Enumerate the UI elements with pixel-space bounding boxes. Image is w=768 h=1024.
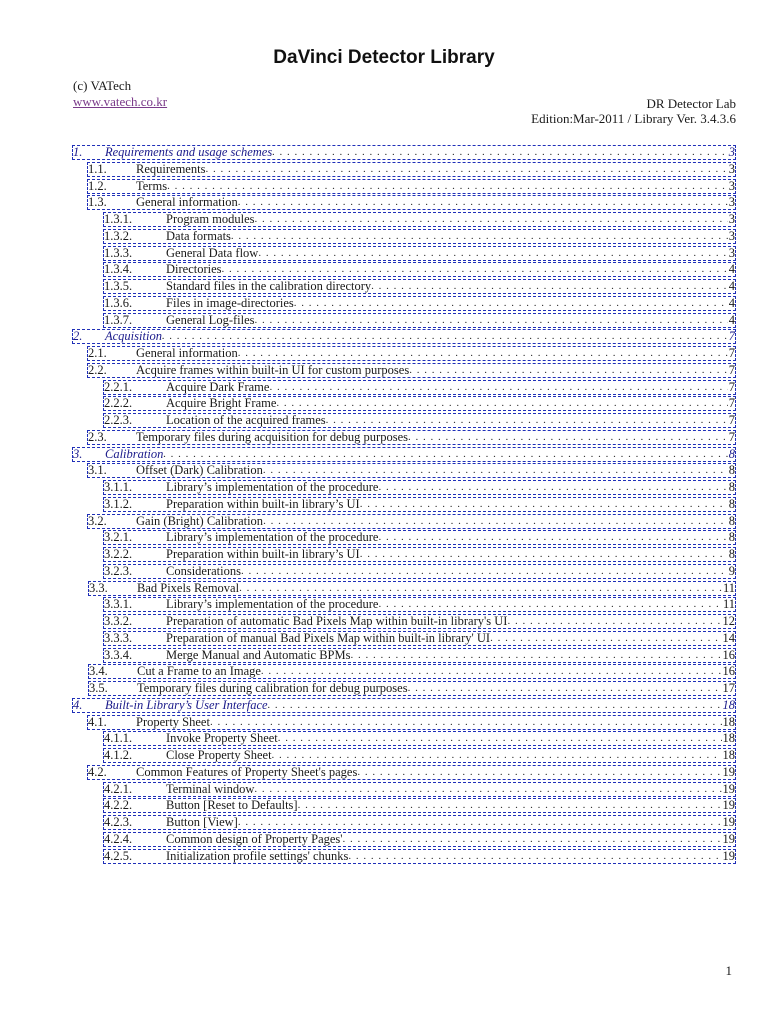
toc-leader-dots: [269, 381, 727, 394]
toc-entry[interactable]: [103, 413, 736, 428]
toc-entry[interactable]: [103, 497, 736, 512]
toc-entry-number: 3.4.: [89, 664, 108, 678]
toc-leader-dots: [409, 364, 728, 377]
toc-entry[interactable]: [87, 179, 736, 194]
toc-entry-page: 19: [722, 798, 735, 812]
toc-leader-dots: [268, 699, 722, 712]
toc-entry-page: 18: [722, 698, 735, 712]
toc-entry-page: 7: [728, 430, 735, 444]
toc-entry-label: General Data flow: [166, 246, 259, 260]
toc-entry-page: 19: [722, 849, 735, 863]
toc-entry-label: Considerations: [166, 564, 241, 578]
toc-entry-page: 4: [728, 262, 735, 276]
toc-entry-label: Preparation of manual Bad Pixels Map within built-in library' UI: [166, 631, 491, 645]
toc-entry-label: Preparation within built-in library’s UI: [166, 547, 360, 561]
toc-entry-label: General Log-files: [166, 313, 255, 327]
toc-entry-label: Acquire Bright Frame: [166, 396, 277, 410]
toc-entry-page: 4: [728, 296, 735, 310]
toc-entry-number: 4.1.2.: [104, 748, 133, 762]
toc-leader-dots: [408, 682, 722, 695]
toc-entry-page: 3: [728, 162, 735, 176]
toc-entry[interactable]: [103, 547, 736, 562]
toc-entry[interactable]: [103, 279, 736, 294]
toc-entry-number: 1.2.: [88, 179, 107, 193]
toc-entry[interactable]: [103, 564, 736, 579]
toc-entry[interactable]: [103, 480, 736, 495]
toc-entry[interactable]: [103, 296, 736, 311]
toc-entry-number: 3.1.1.: [104, 480, 133, 494]
toc-entry-number: 4.2.1.: [104, 782, 133, 796]
toc-entry[interactable]: [87, 363, 736, 378]
toc-entry-page: 18: [722, 715, 735, 729]
toc-entry[interactable]: [103, 530, 736, 545]
toc-entry[interactable]: [72, 698, 736, 713]
toc-entry[interactable]: [87, 514, 736, 529]
toc-leader-dots: [205, 163, 727, 176]
toc-entry-number: 4.2.5.: [104, 849, 133, 863]
toc-entry[interactable]: [72, 329, 736, 344]
toc-entry-number: 1.1.: [88, 162, 107, 176]
toc-entry[interactable]: [103, 246, 736, 261]
toc-entry-number: 1.3.4.: [104, 262, 133, 276]
toc-entry[interactable]: [87, 346, 736, 361]
toc-entry-number: 2.2.2.: [104, 396, 133, 410]
toc-entry[interactable]: [88, 664, 736, 679]
toc-entry-label: Requirements and usage schemes: [105, 145, 273, 159]
toc-entry-label: Common Features of Property Sheet's pages: [136, 765, 358, 779]
toc-entry-number: 4.2.4.: [104, 832, 133, 846]
toc-entry-label: General information: [136, 346, 238, 360]
toc-entry[interactable]: [103, 229, 736, 244]
toc-leader-dots: [378, 598, 722, 611]
toc-entry-number: 4.1.: [88, 715, 107, 729]
toc-leader-dots: [163, 448, 727, 461]
toc-leader-dots: [378, 531, 727, 544]
toc-leader-dots: [255, 314, 728, 327]
toc-entry[interactable]: [103, 832, 736, 847]
toc-entry-label: Library’s implementation of the procedure: [166, 480, 379, 494]
toc-leader-dots: [272, 146, 728, 159]
toc-entry-label: Cut a Frame to an Image: [137, 664, 261, 678]
toc-entry[interactable]: [103, 262, 736, 277]
toc-entry-page: 8: [728, 463, 735, 477]
toc-leader-dots: [326, 414, 728, 427]
toc-entry[interactable]: [87, 162, 736, 177]
toc-leader-dots: [239, 582, 722, 595]
toc-leader-dots: [238, 347, 728, 360]
toc-entry-number: 2.1.: [88, 346, 107, 360]
toc-entry-number: 3.3.3.: [104, 631, 133, 645]
toc-entry-page: 17: [722, 681, 735, 695]
toc-entry-label: Bad Pixels Removal: [137, 581, 240, 595]
toc-leader-dots: [294, 297, 728, 310]
toc-leader-dots: [238, 816, 722, 829]
toc-entry[interactable]: [103, 782, 736, 797]
toc-entry-label: Acquire Dark Frame: [166, 380, 270, 394]
toc-entry-page: 7: [728, 380, 735, 394]
toc-leader-dots: [360, 498, 728, 511]
lab-name: DR Detector Lab: [646, 96, 736, 111]
toc-entry-label: Library’s implementation of the procedure: [166, 597, 379, 611]
toc-entry-page: 3: [728, 229, 735, 243]
toc-entry-label: Data formats: [166, 229, 231, 243]
copyright-text: (c) VATech: [73, 78, 132, 93]
toc-entry-number: 3.2.3.: [104, 564, 133, 578]
toc-leader-dots: [261, 665, 722, 678]
toc-entry-number: 4.2.: [88, 765, 107, 779]
toc-entry-label: Location of the acquired frames: [166, 413, 326, 427]
toc-leader-dots: [378, 481, 727, 494]
toc-leader-dots: [272, 749, 722, 762]
toc-entry-page: 8: [728, 447, 735, 461]
toc-entry-page: 8: [728, 480, 735, 494]
toc-leader-dots: [167, 180, 728, 193]
toc-leader-dots: [276, 397, 727, 410]
toc-entry-number: 1.3.2.: [104, 229, 133, 243]
toc-entry-number: 4.: [73, 698, 83, 712]
toc-entry-number: 3.1.2.: [104, 497, 133, 511]
toc-entry-label: Preparation within built-in library’s UI: [166, 497, 360, 511]
toc-entry-label: Directories: [166, 262, 222, 276]
toc-entry-label: Library’s implementation of the procedure: [166, 530, 379, 544]
toc-entry-number: 4.2.3.: [104, 815, 133, 829]
toc-entry-page: 11: [722, 597, 735, 611]
toc-entry-number: 3.5.: [89, 681, 108, 695]
toc-entry[interactable]: [88, 681, 736, 696]
toc-leader-dots: [360, 548, 728, 561]
toc-entry-page: 19: [722, 815, 735, 829]
toc-leader-dots: [357, 766, 721, 779]
toc-entry[interactable]: [103, 648, 736, 663]
toc-entry-number: 3.2.1.: [104, 530, 133, 544]
toc-entry-number: 1.3.6.: [104, 296, 133, 310]
toc-entry-label: Initialization profile settings' chunks: [166, 849, 349, 863]
toc-entry-page: 7: [728, 346, 735, 360]
toc-entry-page: 8: [728, 547, 735, 561]
toc-entry[interactable]: [103, 849, 736, 864]
toc-entry-page: 3: [728, 145, 735, 159]
toc-leader-dots: [278, 732, 722, 745]
toc-entry-page: 4: [728, 279, 735, 293]
toc-leader-dots: [298, 799, 722, 812]
toc-entry-label: Calibration: [105, 447, 164, 461]
toc-entry-page: 7: [728, 413, 735, 427]
toc-leader-dots: [210, 716, 722, 729]
toc-entry-label: Button [Reset to Defaults]: [166, 798, 298, 812]
toc-entry[interactable]: [87, 463, 736, 478]
toc-entry[interactable]: [87, 765, 736, 780]
toc-leader-dots: [162, 330, 728, 343]
toc-entry-label: Offset (Dark) Calibration: [136, 463, 263, 477]
toc-entry[interactable]: [72, 145, 736, 160]
page-number: 1: [725, 963, 732, 978]
toc-entry-label: Terms: [136, 179, 168, 193]
toc-entry-number: 2.3.: [88, 430, 107, 444]
toc-entry-number: 1.3.: [88, 195, 107, 209]
toc-entry-number: 3.2.: [88, 514, 107, 528]
toc-entry-label: Invoke Property Sheet: [166, 731, 278, 745]
toc-entry-number: 3.3.4.: [104, 648, 133, 662]
toc-entry-label: Common design of Property Pages': [166, 832, 343, 846]
toc-entry-label: Standard files in the calibration directory: [166, 279, 372, 293]
toc-entry-number: 1.3.1.: [104, 212, 133, 226]
toc-leader-dots: [241, 565, 728, 578]
edition-info: Edition:Mar-2011 / Library Ver. 3.4.3.6: [531, 111, 736, 126]
toc-entry-page: 8: [728, 530, 735, 544]
toc-entry-page: 16: [722, 648, 735, 662]
toc-entry-label: Built-in Library’s User Interface: [105, 698, 268, 712]
toc-leader-dots: [350, 649, 721, 662]
toc-entry-label: Property Sheet: [136, 715, 210, 729]
toc-entry-page: 4: [728, 313, 735, 327]
toc-entry-page: 7: [728, 363, 735, 377]
toc-entry-page: 7: [728, 396, 735, 410]
toc-entry-page: 16: [722, 664, 735, 678]
toc-entry-number: 2.2.3.: [104, 413, 133, 427]
toc-entry-page: 19: [722, 832, 735, 846]
toc-entry-number: 4.1.1.: [104, 731, 133, 745]
toc-leader-dots: [490, 632, 721, 645]
toc-leader-dots: [263, 464, 728, 477]
toc-leader-dots: [255, 213, 728, 226]
toc-entry-number: 2.2.: [88, 363, 107, 377]
toc-entry-number: 3.3.1.: [104, 597, 133, 611]
toc-entry-number: 1.3.3.: [104, 246, 133, 260]
toc-entry-label: Acquire frames within built-in UI for custom purposes: [136, 363, 410, 377]
toc-leader-dots: [343, 833, 722, 846]
toc-entry-page: 19: [722, 765, 735, 779]
toc-entry-page: 3: [728, 212, 735, 226]
toc-entry-number: 1.: [73, 145, 83, 159]
toc-entry-page: 3: [728, 179, 735, 193]
toc-entry-page: 7: [728, 329, 735, 343]
toc-entry[interactable]: [72, 447, 736, 462]
toc-leader-dots: [263, 515, 728, 528]
toc-leader-dots: [254, 783, 721, 796]
toc-leader-dots: [408, 431, 728, 444]
toc-entry[interactable]: [88, 581, 736, 596]
toc-entry-label: Merge Manual and Automatic BPMs: [166, 648, 351, 662]
toc-entry-page: 19: [722, 782, 735, 796]
toc-entry-page: 3: [728, 195, 735, 209]
document-title: DaVinci Detector Library: [273, 47, 495, 68]
toc-entry[interactable]: [103, 731, 736, 746]
toc-entry-number: 1.3.5.: [104, 279, 133, 293]
toc-entry[interactable]: [103, 614, 736, 629]
toc-leader-dots: [238, 196, 728, 209]
toc-entry[interactable]: [103, 313, 736, 328]
toc-leader-dots: [507, 615, 721, 628]
toc-entry-page: 18: [722, 748, 735, 762]
toc-entry-label: Preparation of automatic Bad Pixels Map within built-in library's UI: [166, 614, 508, 628]
toc-entry-label: Acquisition: [105, 329, 162, 343]
toc-entry-page: 9: [728, 564, 735, 578]
toc-entry-label: Temporary files during calibration for debug purposes: [137, 681, 408, 695]
toc-entry-number: 3.2.2.: [104, 547, 133, 561]
toc-entry[interactable]: [103, 212, 736, 227]
toc-entry-page: 8: [728, 514, 735, 528]
toc-leader-dots: [348, 850, 721, 863]
toc-entry-page: 3: [728, 246, 735, 260]
toc-entry-label: Gain (Bright) Calibration: [136, 514, 264, 528]
toc-entry-label: Terminal window: [166, 782, 255, 796]
toc-entry[interactable]: [87, 195, 736, 210]
toc-entry-label: Button [View]: [166, 815, 238, 829]
toc-entry[interactable]: [87, 715, 736, 730]
toc-entry-label: Files in image-directories: [166, 296, 294, 310]
toc-entry-number: 3.1.: [88, 463, 107, 477]
toc-entry-number: 1.3.7.: [104, 313, 133, 327]
toc-entry[interactable]: [103, 748, 736, 763]
toc-entry-number: 2.2.1.: [104, 380, 133, 394]
toc-entry[interactable]: [103, 396, 736, 411]
toc-entry-label: Close Property Sheet: [166, 748, 272, 762]
toc-entry[interactable]: [103, 597, 736, 612]
toc-entry-page: 14: [722, 631, 735, 645]
toc-entry-number: 2.: [73, 329, 83, 343]
toc-entry-label: Requirements: [136, 162, 206, 176]
toc-leader-dots: [371, 280, 728, 293]
toc-entry[interactable]: [103, 380, 736, 395]
toc-entry-page: 8: [728, 497, 735, 511]
website-link[interactable]: www.vatech.co.kr: [73, 94, 168, 109]
toc-entry-number: 3.: [73, 447, 83, 461]
toc-entry-number: 3.3.2.: [104, 614, 133, 628]
toc-entry-page: 12: [722, 614, 735, 628]
toc-entry[interactable]: [87, 430, 736, 445]
toc-entry-number: 3.3.: [89, 581, 108, 595]
toc-entry-label: Program modules: [166, 212, 255, 226]
toc-entry-label: General information: [136, 195, 238, 209]
toc-entry-label: Temporary files during acquisition for debug purposes: [136, 430, 408, 444]
toc-entry-number: 4.2.2.: [104, 798, 133, 812]
toc-entry[interactable]: [103, 631, 736, 646]
toc-entry[interactable]: [103, 815, 736, 830]
toc-leader-dots: [222, 263, 728, 276]
toc-entry[interactable]: [103, 798, 736, 813]
toc-entry-page: 11: [722, 581, 735, 595]
toc-entry-page: 18: [722, 731, 735, 745]
toc-leader-dots: [258, 247, 727, 260]
toc-leader-dots: [231, 230, 728, 243]
